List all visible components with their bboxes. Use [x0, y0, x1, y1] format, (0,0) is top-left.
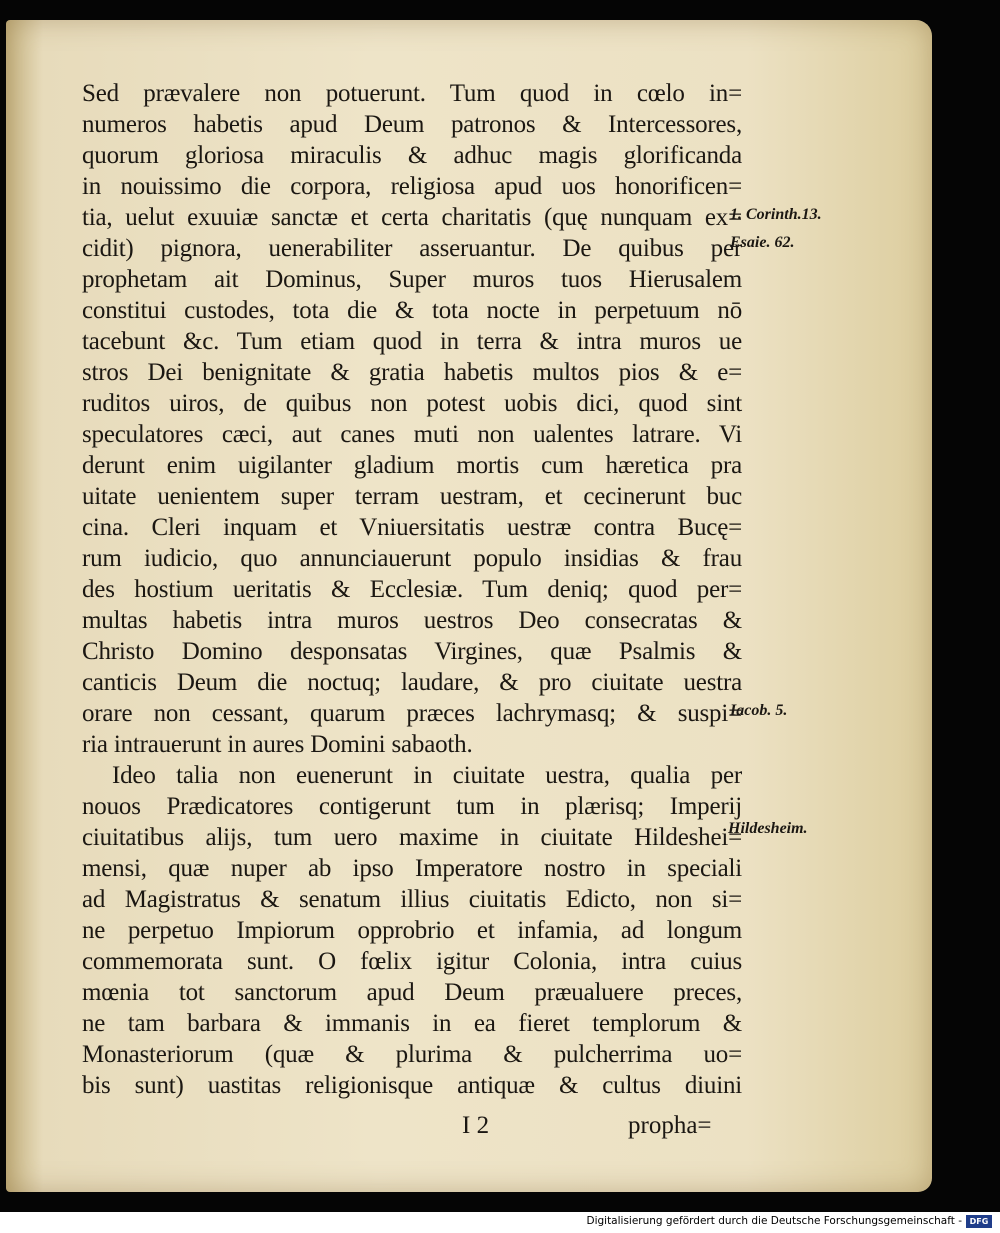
text-line: stros Dei benignitate & gratia habetis multos pios & e=	[82, 359, 742, 386]
text-line: prophetam ait Dominus, Super muros tuos Hierusalem	[82, 266, 742, 293]
text-line: cina. Cleri inquam et Vniuersitatis uestræ contra Bucę=	[82, 514, 742, 541]
text-line: orare non cessant, quarum præces lachrymasq; & suspi=	[82, 700, 742, 727]
text-line: numeros habetis apud Deum patronos & Intercessores,	[82, 111, 742, 138]
text-line: constitui custodes, tota die & tota nocte in perpetuum nō	[82, 297, 742, 324]
text-line: quorum gloriosa miraculis & adhuc magis glorificanda	[82, 142, 742, 169]
text-line: commemorata sunt. O fœlix igitur Colonia, intra cuius	[82, 948, 742, 975]
text-line: Christo Domino desponsatas Virgines, quæ Psalmis &	[82, 638, 742, 665]
text-line: rum iudicio, quo annunciauerunt populo insidias & frau	[82, 545, 742, 572]
text-line: ne perpetuo Impiorum opprobrio et infamia, ad longum	[82, 917, 742, 944]
text-line: derunt enim uigilanter gladium mortis cum hæretica pra	[82, 452, 742, 479]
text-line: Ideo talia non euenerunt in ciuitate uestra, qualia per	[112, 762, 742, 789]
margin-note-iacob: Iacob. 5.	[730, 702, 788, 719]
text-line: tia, uelut exuuiæ sanctæ et certa charitatis (quę nunquam ex=	[82, 204, 742, 231]
text-line: ria intrauerunt in aures Domini sabaoth.	[82, 731, 473, 758]
text-line: ne tam barbara & immanis in ea fieret templorum &	[82, 1010, 742, 1037]
text-line: nouos Prædicatores contigerunt tum in plærisq; Imperij	[82, 793, 742, 820]
text-line: canticis Deum die noctuq; laudare, & pro ciuitate uestra	[82, 669, 742, 696]
text-line: speculatores cæci, aut canes muti non ualentes latrare. Vi	[82, 421, 742, 448]
catchword: propha=	[628, 1112, 712, 1139]
text-line: Sed prævalere non potuerunt. Tum quod in cœlo in=	[82, 80, 742, 107]
funding-credit: Digitalisierung gefördert durch die Deutsche Forschungsgemeinschaft -	[586, 1215, 962, 1227]
text-line: mensi, quæ nuper ab ipso Imperatore nostro in speciali	[82, 855, 742, 882]
text-line: multas habetis intra muros uestros Deo consecratas &	[82, 607, 742, 634]
text-line: uitate uenientem super terram uestram, et cecinerunt buc	[82, 483, 742, 510]
margin-note-hildesheim: Hildesheim.	[728, 820, 808, 837]
text-line: in nouissimo die corpora, religiosa apud uos honorificen=	[82, 173, 742, 200]
margin-note-corinth: 1. Corinth.13.	[730, 206, 822, 223]
text-line: mœnia tot sanctorum apud Deum præualuere preces,	[82, 979, 742, 1006]
text-line: tacebunt &c. Tum etiam quod in terra & intra muros ue	[82, 328, 742, 355]
book-page	[6, 20, 932, 1192]
text-line: Monasteriorum (quæ & plurima & pulcherrima uo=	[82, 1041, 742, 1068]
margin-note-esaie: Esaie. 62.	[730, 234, 795, 251]
credit-bar	[0, 1212, 1000, 1233]
body-text	[82, 78, 742, 1101]
dfg-logo: DFG	[966, 1215, 992, 1228]
text-line: ruditos uiros, de quibus non potest uobis dici, quod sint	[82, 390, 742, 417]
text-line: bis sunt) uastitas religionisque antiquæ & cultus diuini	[82, 1072, 742, 1099]
text-line: ciuitatibus alijs, tum uero maxime in ciuitate Hildeshei=	[82, 824, 742, 851]
text-line: des hostium ueritatis & Ecclesiæ. Tum deniq; quod per=	[82, 576, 742, 603]
signature-mark: I 2	[462, 1112, 490, 1139]
text-line: ad Magistratus & senatum illius ciuitatis Edicto, non si=	[82, 886, 742, 913]
text-line: cidit) pignora, uenerabiliter asseruantur. De quibus per	[82, 235, 742, 262]
